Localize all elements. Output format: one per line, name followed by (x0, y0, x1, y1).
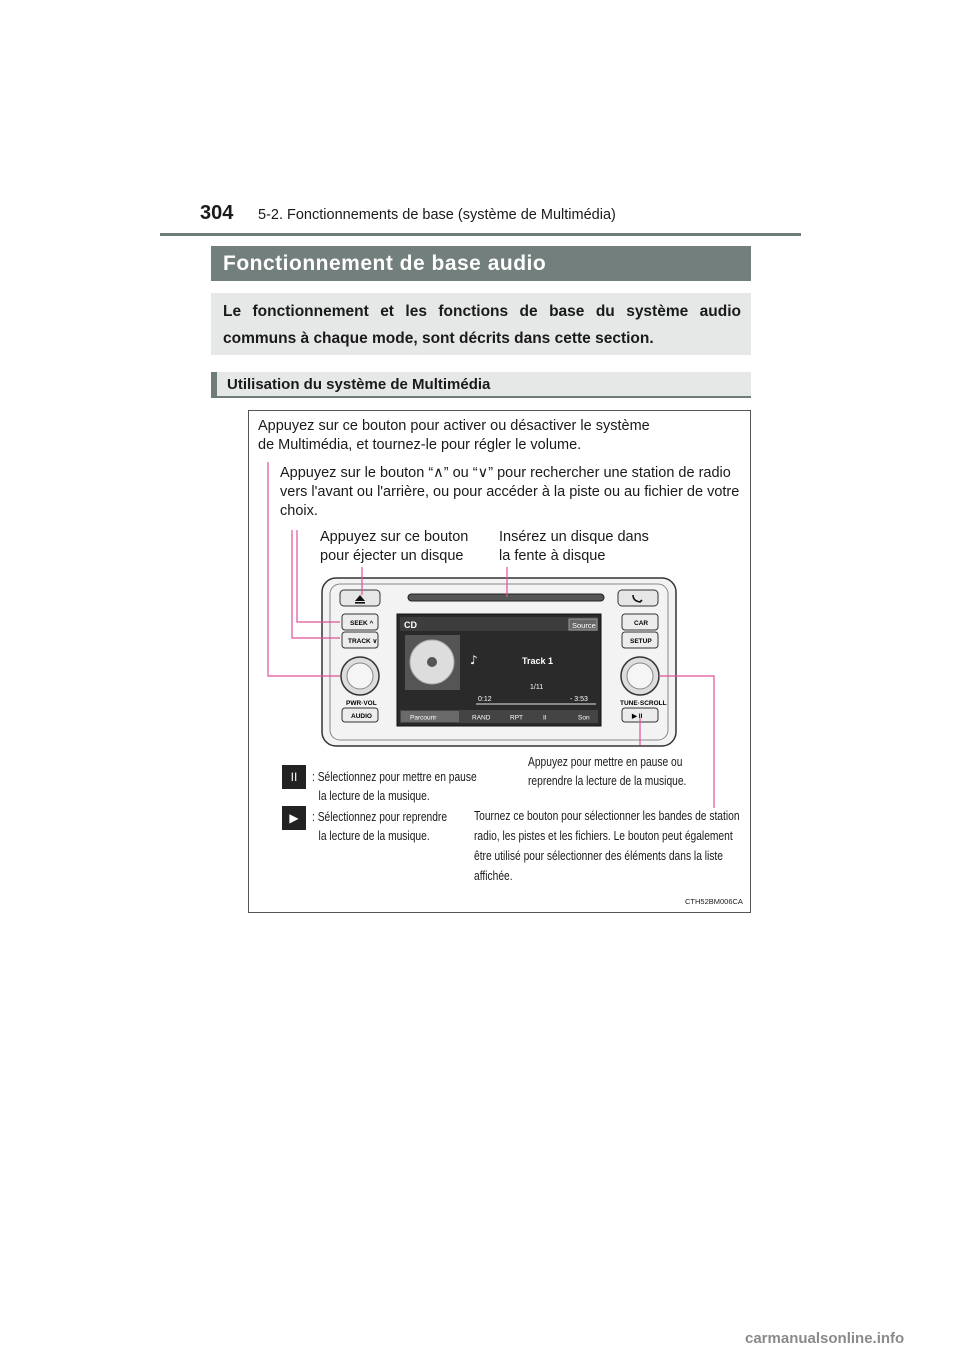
page-title: Fonctionnement de base audio (211, 246, 751, 281)
callout-tune (474, 806, 740, 886)
callout-eject-line1: Appuyez sur ce bouton (320, 529, 469, 545)
tune-scroll-label: TUNE·SCROLL (620, 700, 667, 707)
callout-pause-symbol-line2: la lecture de la musique. (318, 789, 430, 803)
track-label: TRACK ∨ (348, 638, 378, 645)
screen-remaining: - 3:53 (570, 696, 588, 703)
callout-play-symbol-line1: : Sélectionnez pour reprendre (312, 810, 448, 824)
callout-pause-symbol-line1: : Sélectionnez pour mettre en pause (312, 770, 477, 784)
screen-tab-browse: Parcourir (410, 714, 437, 722)
screen-tab-pause: II (543, 714, 547, 722)
callout-pause-button (528, 753, 686, 791)
screen-tab-rpt: RPT (510, 714, 523, 722)
callout-play-symbol-line2: la lecture de la musique. (318, 829, 430, 843)
play-pause-label: ▶ II (632, 713, 643, 720)
callout-slot-line1: Insérez un disque dans (499, 529, 649, 545)
seek-label: SEEK ^ (350, 620, 374, 627)
intro-text: Le fonctionnement et les fonctions de base du système audio communs à chaque mode, sont décrits dans cette section. (211, 293, 751, 355)
section-breadcrumb: 5-2. Fonctionnements de base (système de Multimédia) (258, 207, 616, 223)
callout-tune-line4: affichée. (474, 869, 513, 883)
watermark: carmanualsonline.info (745, 1330, 905, 1347)
callout-eject (320, 528, 468, 566)
disc-slot (408, 594, 604, 601)
callout-power (258, 417, 650, 455)
callout-power-line1: Appuyez sur ce bouton pour activer ou désactiver le système (258, 418, 650, 434)
phone-button (618, 590, 658, 606)
screen-source: Source (572, 621, 596, 630)
callout-tune-line1: Tournez ce bouton pour sélectionner les bandes de station (474, 809, 740, 823)
callout-slot (499, 528, 649, 566)
car-label: CAR (634, 620, 649, 627)
callout-power-line2: de Multimédia, et tournez-le pour régler le volume. (258, 437, 582, 453)
play-symbol-icon: ▶ (282, 806, 306, 830)
screen-track: Track 1 (522, 656, 554, 666)
screen-tab-sound: Son (578, 714, 590, 722)
callout-tune-line2: radio, les pistes et les fichiers. Le bouton peut également (474, 829, 733, 843)
audio-label: AUDIO (351, 713, 372, 720)
callout-slot-line2: la fente à disque (499, 548, 606, 564)
screen-track-count: 1/11 (530, 684, 544, 691)
screen-mode: CD (404, 620, 417, 630)
pwr-vol-label: PWR·VOL (346, 700, 377, 707)
callout-pause-symbol (312, 768, 477, 806)
page-number: 304 (200, 202, 234, 224)
callout-tune-line3: être utilisé pour sélectionner des éléments dans la liste (474, 849, 723, 863)
callout-eject-line2: pour éjecter un disque (320, 548, 464, 564)
setup-label: SETUP (630, 638, 652, 645)
callout-play-symbol (312, 808, 447, 846)
subheading-text: Utilisation du système de Multimédia (227, 376, 491, 393)
callout-pause-button-line2: reprendre la lecture de la musique. (528, 774, 687, 788)
figure-code: CTH52BM006CA (685, 897, 743, 906)
callout-seek-track: Appuyez sur le bouton “∧” ou “∨” pour rechercher une station de radio vers l'avant ou l'arrière, ou pour accéder à la piste ou au fichier de votre choix. (280, 465, 740, 519)
music-note-icon: ♪ (470, 653, 478, 667)
screen-elapsed: 0:12 (478, 696, 492, 703)
pause-symbol-icon: II (282, 765, 306, 789)
callout-pause-button-line1: Appuyez pour mettre en pause ou (528, 755, 683, 769)
screen-tab-rand: RAND (472, 714, 491, 722)
